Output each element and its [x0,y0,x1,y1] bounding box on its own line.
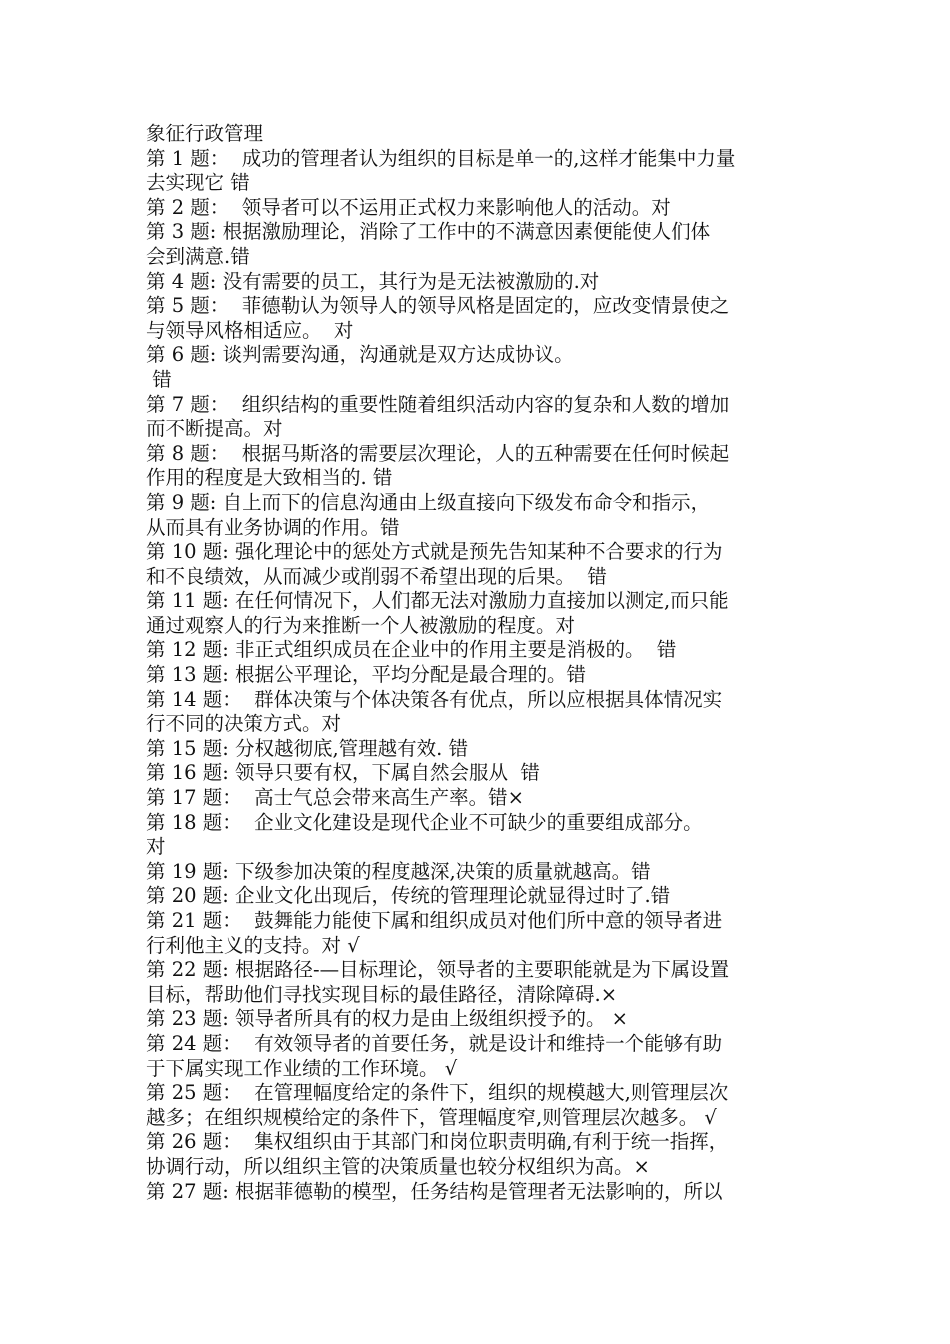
text-line: 会到满意.错 [146,244,250,268]
text-line: 第 27 题: 根据菲德勒的模型，任务结构是管理者无法影响的，所以 [146,1179,723,1203]
text-line: 错 [146,367,172,391]
text-line: 第 12 题: 非正式组织成员在企业中的作用主要是消极的。 错 [146,638,677,662]
text-line: 协调行动，所以组织主管的决策质量也较分权组织为高。× [146,1154,650,1178]
text-line: 对 [146,835,166,859]
text-line: 第 7 题： 组织结构的重要性随着组织活动内容的复杂和人数的增加 [146,392,730,416]
text-line: 第 11 题: 在任何情况下，人们都无法对激励力直接加以测定,而只能 [146,589,729,613]
text-line: 第 26 题： 集权组织由于其部门和岗位职责明确,有利于统一指挥， [146,1130,729,1154]
text-line: 目标，帮助他们寻找实现目标的最佳路径，清除障碍.× [146,982,618,1006]
document-title: 象征行政管理 [146,122,264,145]
text-line: 第 21 题： 鼓舞能力能使下属和组织成员对他们所中意的领导者进 [146,909,723,932]
document-body [146,122,810,1204]
text-line: 第 22 题: 根据路径-—目标理论，领导者的主要职能就是为下属设置 [146,958,730,982]
text-line: 第 25 题： 在管理幅度给定的条件下，组织的规模越大,则管理层次 [146,1081,729,1105]
text-line: 第 24 题： 有效领导者的首要任务，就是设计和维持一个能够有助 [146,1031,723,1055]
text-line: 通过观察人的行为来推断一个人被激励的程度。对 [146,613,576,637]
text-line: 第 18 题： 企业文化建设是现代企业不可缺少的重要组成部分。 [146,810,703,834]
text-line: 第 6 题: 谈判需要沟通，沟通就是双方达成协议。 [146,343,574,367]
text-line: 第 10 题: 强化理论中的惩处方式就是预先告知某种不合要求的行为 [146,540,723,564]
text-line: 去实现它 错 [146,171,250,195]
text-line: 与领导风格相适应。 对 [146,318,354,342]
text-line: 越多；在组织规模给定的条件下，管理幅度窄,则管理层次越多。 √ [146,1105,717,1129]
text-line: 第 16 题: 领导只要有权，下属自然会服从 错 [146,761,540,785]
text-line: 而不断提高。对 [146,417,283,441]
text-line: 第 17 题： 高士气总会带来高生产率。错× [146,786,524,810]
text-line: 第 23 题: 领导者所具有的权力是由上级组织授予的。 × [146,1007,629,1031]
text-line: 第 5 题： 菲德勒认为领导人的领导风格是固定的，应改变情景使之 [146,294,730,318]
text-line: 第 9 题: 自上而下的信息沟通由上级直接向下级发布命令和指示， [146,490,711,514]
text-line: 行不同的决策方式。对 [146,712,342,736]
text-line: 第 3 题: 根据激励理论，消除了工作中的不满意因素便能使人们体 [146,220,711,244]
text-line: 第 4 题: 没有需要的员工，其行为是无法被激励的.对 [146,269,600,293]
text-line: 第 1 题： 成功的管理者认为组织的目标是单一的,这样才能集中力量 [146,146,736,170]
text-line: 第 20 题: 企业文化出现后，传统的管理理论就显得过时了.错 [146,884,671,908]
text-line: 于下属实现工作业绩的工作环境。 √ [146,1056,458,1080]
text-line: 作用的程度是大致相当的. 错 [146,466,393,490]
text-line: 第 8 题： 根据马斯洛的需要层次理论，人的五种需要在任何时候起 [146,441,730,465]
text-line: 从而具有业务协调的作用。错 [146,515,400,539]
text-line: 第 2 题： 领导者可以不运用正式权力来影响他人的活动。对 [146,195,671,219]
text-line: 第 15 题: 分权越彻底,管理越有效. 错 [146,736,469,760]
text-line: 行利他主义的支持。对 √ [146,933,360,957]
text-line: 第 14 题： 群体决策与个体决策各有优点，所以应根据具体情况实 [146,687,723,711]
text-line: 第 13 题: 根据公平理论，平均分配是最合理的。错 [146,663,586,687]
text-line: 和不良绩效，从而减少或削弱不希望出现的后果。 错 [146,564,607,588]
text-line: 第 19 题: 下级参加决策的程度越深,决策的质量就越高。错 [146,859,651,883]
